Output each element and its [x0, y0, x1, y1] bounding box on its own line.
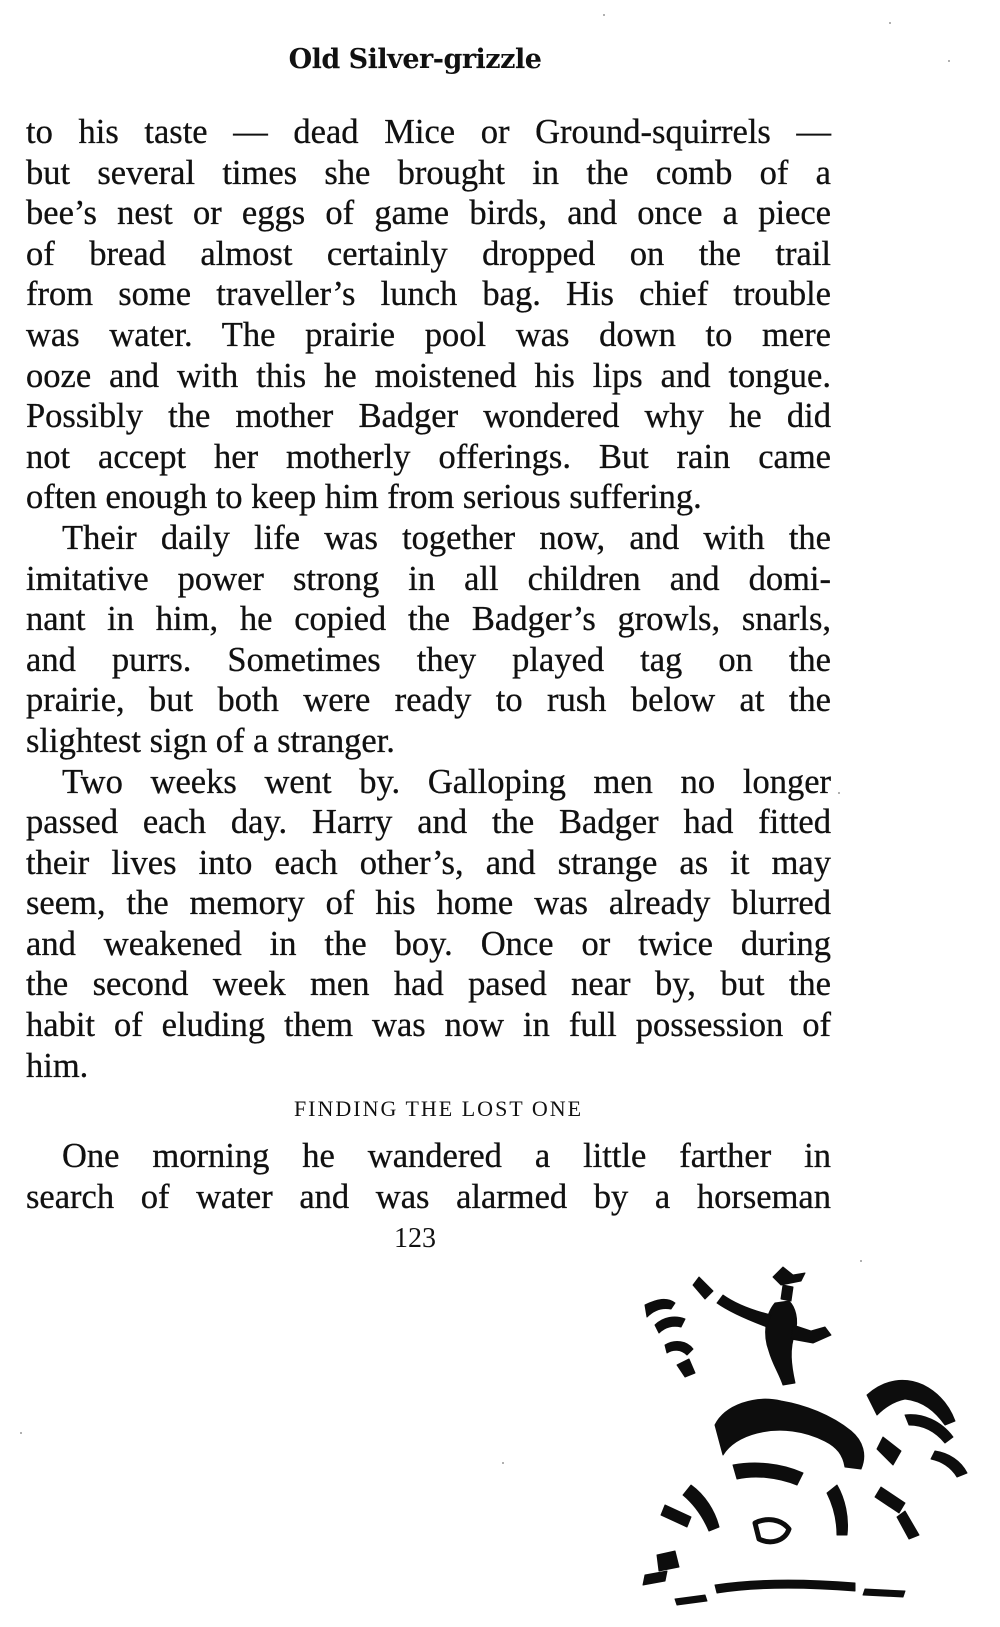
text-line: Their daily life was together now, and with the: [62, 518, 831, 557]
paper-speck: [860, 1260, 862, 1262]
text-line: from some traveller’s lunch bag. His chief trouble: [26, 275, 831, 314]
text-line: passed each day. Harry and the Badger had fitted: [26, 803, 831, 842]
paper-speck: [502, 1462, 504, 1464]
paragraph-1: [26, 112, 831, 518]
paper-speck: [889, 22, 891, 24]
paper-speck: [948, 60, 950, 62]
text-line: Possibly the mother Badger wondered why he did: [26, 397, 831, 436]
running-head: Old Silver-grizzle: [288, 44, 542, 75]
text-line: bee’s nest or eggs of game birds, and once a piece: [26, 194, 831, 233]
page-number: 123: [394, 1223, 436, 1254]
paper-speck: [838, 792, 840, 794]
paragraph-2: [26, 518, 831, 762]
section-heading: FINDING THE LOST ONE: [293, 1096, 584, 1122]
text-line: was water. The prairie pool was down to mere: [26, 315, 831, 354]
text-line: ooze and with this he moistened his lips and tongue.: [26, 356, 831, 395]
text-line: often enough to keep him from serious suffering.: [26, 478, 702, 517]
text-line: him.: [26, 1046, 89, 1085]
text-line: seem, the memory of his home was already blurred: [26, 884, 831, 923]
text-line: to his taste — dead Mice or Ground-squirrels —: [26, 113, 831, 151]
text-line: slightest sign of a stranger.: [26, 721, 395, 760]
paragraph-4: [26, 1136, 831, 1217]
text-line: and weakened in the boy. Once or twice during: [26, 924, 831, 963]
text-line: and purrs. Sometimes they played tag on the: [26, 640, 831, 679]
body-text: [26, 112, 831, 1217]
text-line: prairie, but both were ready to rush below at the: [26, 681, 831, 720]
text-line: Two weeks went by. Galloping men no longer: [62, 762, 831, 801]
text-line: but several times she brought in the comb of a: [26, 153, 831, 192]
text-line: of bread almost certainly dropped on the trail: [26, 234, 831, 273]
text-line: imitative power strong in all children and domi-: [26, 559, 831, 598]
text-line: not accept her motherly offerings. But rain came: [26, 437, 831, 476]
text-line: search of water and was alarmed by a horseman: [26, 1177, 831, 1216]
text-line: their lives into each other’s, and strange as it may: [26, 843, 831, 882]
text-line: nant in him, he copied the Badger’s growls, snarls,: [26, 600, 831, 639]
horseman-sketch-icon: [605, 1255, 990, 1620]
text-line: One morning he wandered a little farther in: [62, 1137, 831, 1176]
paper-speck: [20, 1432, 22, 1434]
text-line: habit of eluding them was now in full possession of: [26, 1006, 831, 1045]
paper-speck: [603, 14, 605, 16]
paragraph-3: [26, 762, 831, 1087]
text-line: the second week men had pased near by, but the: [26, 965, 831, 1004]
